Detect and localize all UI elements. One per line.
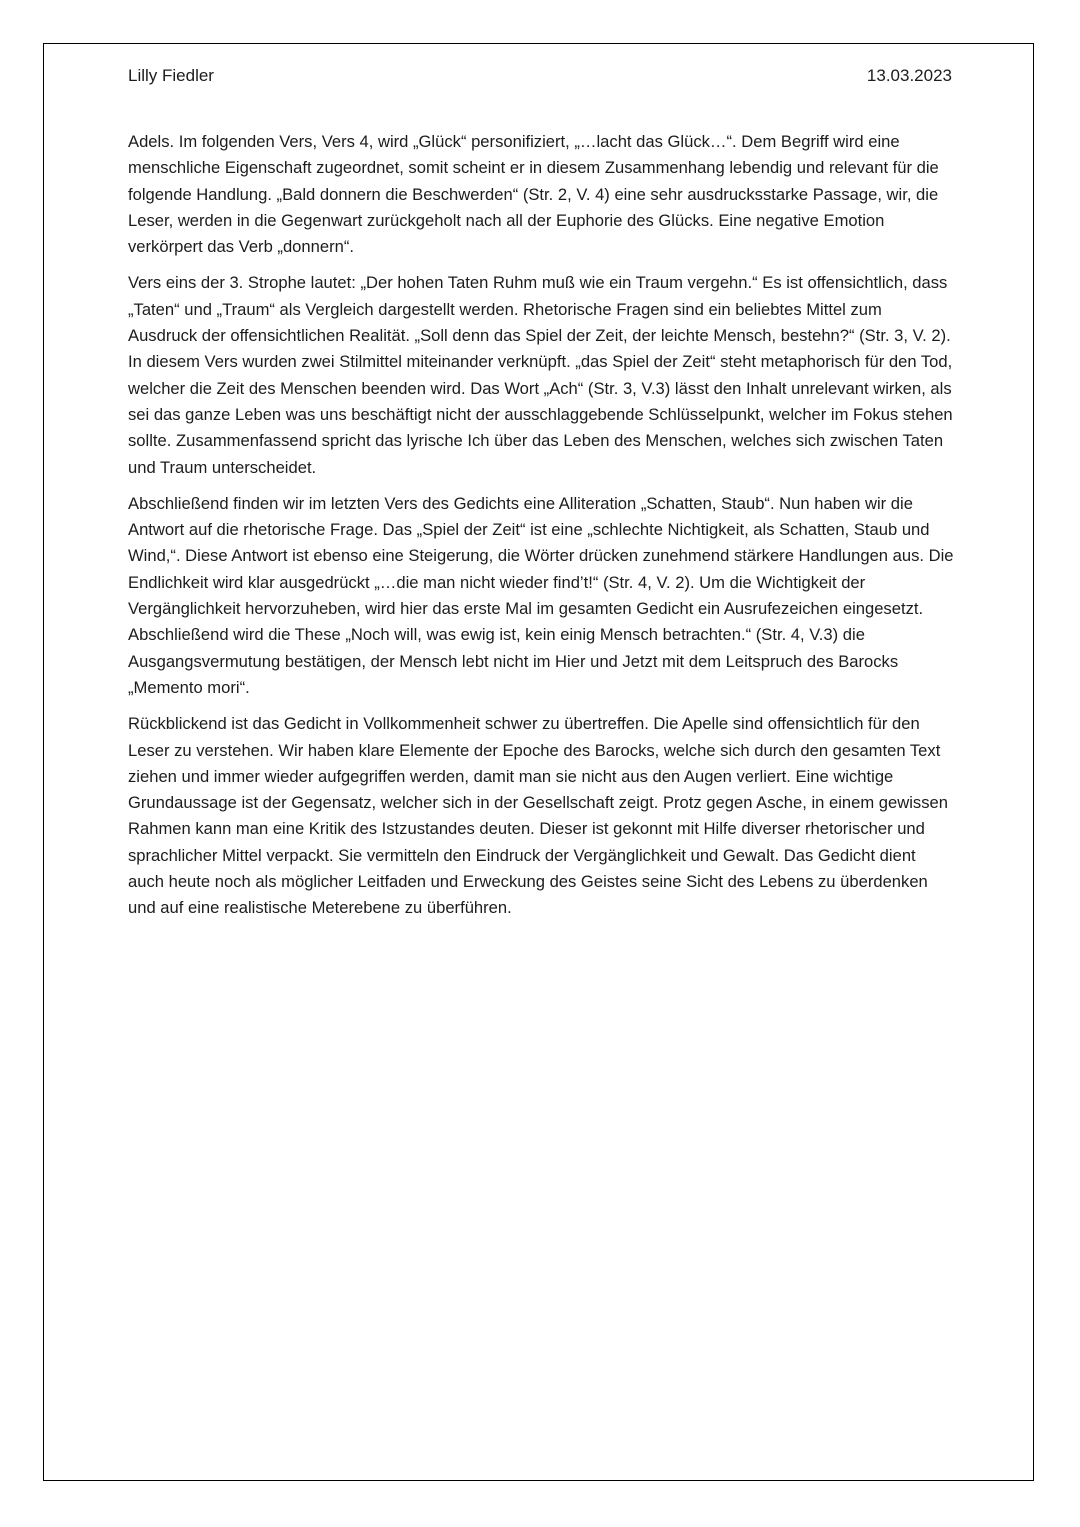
paragraph: Adels. Im folgenden Vers, Vers 4, wird „Glück“ personifiziert, „…lacht das Glück…“. Dem Begriff wird eine menschliche Eigenschaft zugeordnet, somit scheint er in diesem Zusammenhang lebendig und relevant für die folgende Handlung. „Bald donnern die Beschwerden“ (Str. 2, V. 4) eine sehr ausdrucksstarke Passage, wir, die Leser, werden in die Gegenwart zurückgeholt nach all der Euphorie des Glücks. Eine negative Emotion verkörpert das Verb „donnern“. <box>128 132 939 257</box>
page-header <box>128 64 952 88</box>
paragraph: Abschließend finden wir im letzten Vers des Gedichts eine Alliteration „Schatten, Staub“. Nun haben wir die Antwort auf die rhetorische Frage. Das „Spiel der Zeit“ ist eine „schlechte Nichtigkeit, als Schatten, Staub und Wind,“. Diese Antwort ist ebenso eine Steigerung, die Wörter drücken zunehmend stärkere Handlungen aus. Die Endlichkeit wird klar ausgedrückt „…die man nicht wieder find’t!“ (Str. 4, V. 2). Um die Wichtigkeit der Vergänglichkeit hervorzuheben, wird hier das erste Mal im gesamten Gedicht ein Ausrufezeichen eingesetzt. Abschließend wird die These „Noch will, was ewig ist, kein einig Mensch betrachten.“ (Str. 4, V.3) die Ausgangsvermutung bestätigen, der Mensch lebt nicht im Hier und Jetzt mit dem Leitspruch des Barocks „Memento mori“. <box>128 493 954 697</box>
document-date: 13.03.2023 <box>866 66 952 85</box>
document-body <box>128 129 954 932</box>
author-name: Lilly Fiedler <box>128 66 214 85</box>
paragraph: Vers eins der 3. Strophe lautet: „Der hohen Taten Ruhm muß wie ein Traum vergehn.“ Es ist offensichtlich, dass „Taten“ und „Traum“ als Vergleich dargestellt werden. Rhetorische Fragen sind ein beliebtes Mittel zum Ausdruck der offensichtlichen Realität. „Soll denn das Spiel der Zeit, der leichte Mensch, bestehn?“ (Str. 3, V. 2). In diesem Vers wurden zwei Stilmittel miteinander verknüpft. „das Spiel der Zeit“ steht metaphorisch für den Tod, welcher die Zeit des Menschen beenden wird. Das Wort „Ach“ (Str. 3, V.3) lässt den Inhalt unrelevant wirken, als sei das ganze Leben was uns beschäftigt nicht der ausschlaggebende Schlüsselpunkt, welcher im Fokus stehen sollte. Zusammenfassend spricht das lyrische Ich über das Leben des Menschen, welches sich zwischen Taten und Traum unterscheidet. <box>128 273 953 477</box>
paragraph: Rückblickend ist das Gedicht in Vollkommenheit schwer zu übertreffen. Die Apelle sind offensichtlich für den Leser zu verstehen. Wir haben klare Elemente der Epoche des Barocks, welche sich durch den gesamten Text ziehen und immer wieder aufgegriffen werden, damit man sie nicht aus den Augen verliert. Eine wichtige Grundaussage ist der Gegensatz, welcher sich in der Gesellschaft zeigt. Protz gegen Asche, in einem gewissen Rahmen kann man eine Kritik des Istzustandes deuten. Dieser ist gekonnt mit Hilfe diverser rhetorischer und sprachlicher Mittel verpackt. Sie vermitteln den Eindruck der Vergänglichkeit und Gewalt. Das Gedicht dient auch heute noch als möglicher Leitfaden und Erweckung des Geistes seine Sicht des Lebens zu überdenken und auf eine realistische Meterebene zu überführen. <box>128 714 948 918</box>
